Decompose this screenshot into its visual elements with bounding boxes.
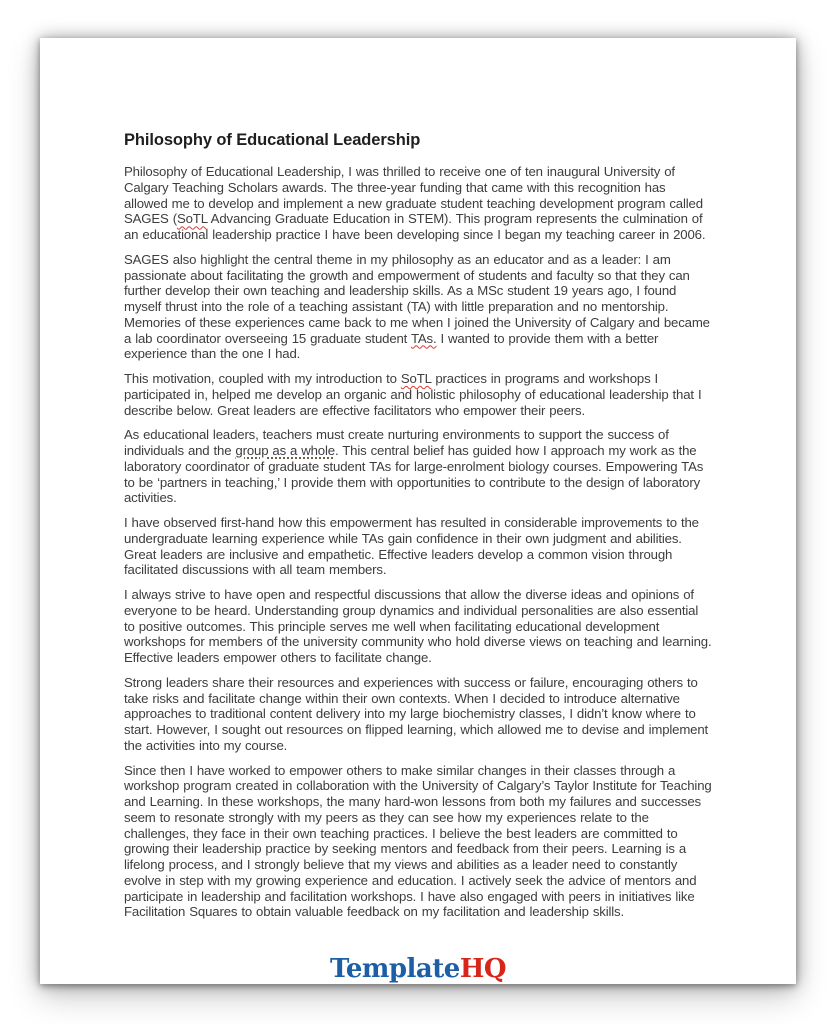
document-body (124, 164, 712, 920)
paragraph: I always strive to have open and respectful discussions that allow the diverse ideas and opinions of everyone to be heard. Understanding group dynamics and individual personalities are also essential to positive outcomes. This principle serves me well when facilitating educational development workshops for members of the university community who hold diverse views on teaching and learning. Effective leaders empower others to facilitate change. (124, 587, 712, 665)
paragraph: I have observed first-hand how this empowerment has resulted in considerable improvements to the undergraduate learning experience while TAs gain confidence in their own judgment and abilities. Great leaders are inclusive and empathetic. Effective leaders develop a common vision through facilitated discussions with all team members. (124, 515, 699, 578)
paragraph: This motivation, coupled with my introduction to SoTL practices in programs and workshops I participated in, helped me develop an organic and holistic philosophy of educational leadership that I describe below. Great leaders are effective facilitators who empower their peers. (124, 371, 702, 418)
document-page (40, 38, 796, 984)
paragraph: Philosophy of Educational Leadership, I was thrilled to receive one of ten inaugural University of Calgary Teaching Scholars awards. The three-year funding that came with this recognition has allowed me to develop and implement a new graduate student teaching development program called SAGES (SoTL Advancing Graduate Education in STEM). This program represents the culmination of an educational leadership practice I have been developing since I began my teaching career in 2006. (124, 164, 706, 242)
document-content (124, 131, 712, 929)
logo-text-hq: HQ (459, 954, 507, 984)
spellcheck-underline: SoTL (176, 211, 208, 227)
spellcheck-underline: SoTL (400, 371, 432, 386)
paragraph: Since then I have worked to empower others to make similar changes in their classes through a workshop program created in collaboration with the University of Calgary’s Taylor Institute for Teaching and Learning. In these workshops, the many hard-won lessons from both my failures and successes seem to resonate strongly with my peers as they can see how my experiences relate to the challenges, they face in their own teaching practices. I believe the best leaders are committed to growing their leadership practice by seeking mentors and feedback from their peers. Learning is a lifelong process, and I strongly believe that my views and abilities as a leader need to constantly evolve in step with my growing experience and education. I actively seek the advice of mentors and participate in leadership and facilitation workshops. I have also engaged with peers in initiatives like Facilitation Squares to obtain valuable feedback on my facilitation and leadership skills. (124, 762, 712, 920)
templatehq-logo (40, 956, 796, 982)
page-title: Philosophy of Educational Leadership (124, 131, 421, 149)
paragraph: As educational leaders, teachers must create nurturing environments to support the success of individuals and the group as a whole. This central belief has guided how I approach my work as the laboratory coordinator of graduate student TAs for large-enrolment biology courses. Empowering TAs to be ‘partners in teaching,’ I provide them with opportunities to contribute to the design of laboratory activities. (124, 427, 704, 506)
grammar-underline: group as a whole (235, 443, 335, 458)
paragraph: Strong leaders share their resources and experiences with success or failure, encouraging others to take risks and facilitate change within their own contexts. When I decided to introduce alternative approaches to traditional content delivery into my large biochemistry classes, I didn’t know where to start. However, I sought out resources on flipped learning, which allowed me to devise and implement the activities into my course. (124, 674, 709, 753)
paragraph: SAGES also highlight the central theme in my philosophy as an educator and as a leader: I am passionate about facilitating the growth and empowerment of students and faculty so that they can further develop their own teaching and leadership skills. As a MSc student 19 years ago, I found myself thrust into the role of a teaching assistant (TA) with little preparation and no mentorship. Memories of these experiences came back to me when I joined the University of Calgary and became a lab coordinator overseeing 15 graduate student TAs. I wanted to provide them with a better experience than the one I had. (124, 251, 710, 362)
spellcheck-underline: TAs. (410, 330, 437, 346)
logo-text-template: Template (329, 954, 460, 984)
